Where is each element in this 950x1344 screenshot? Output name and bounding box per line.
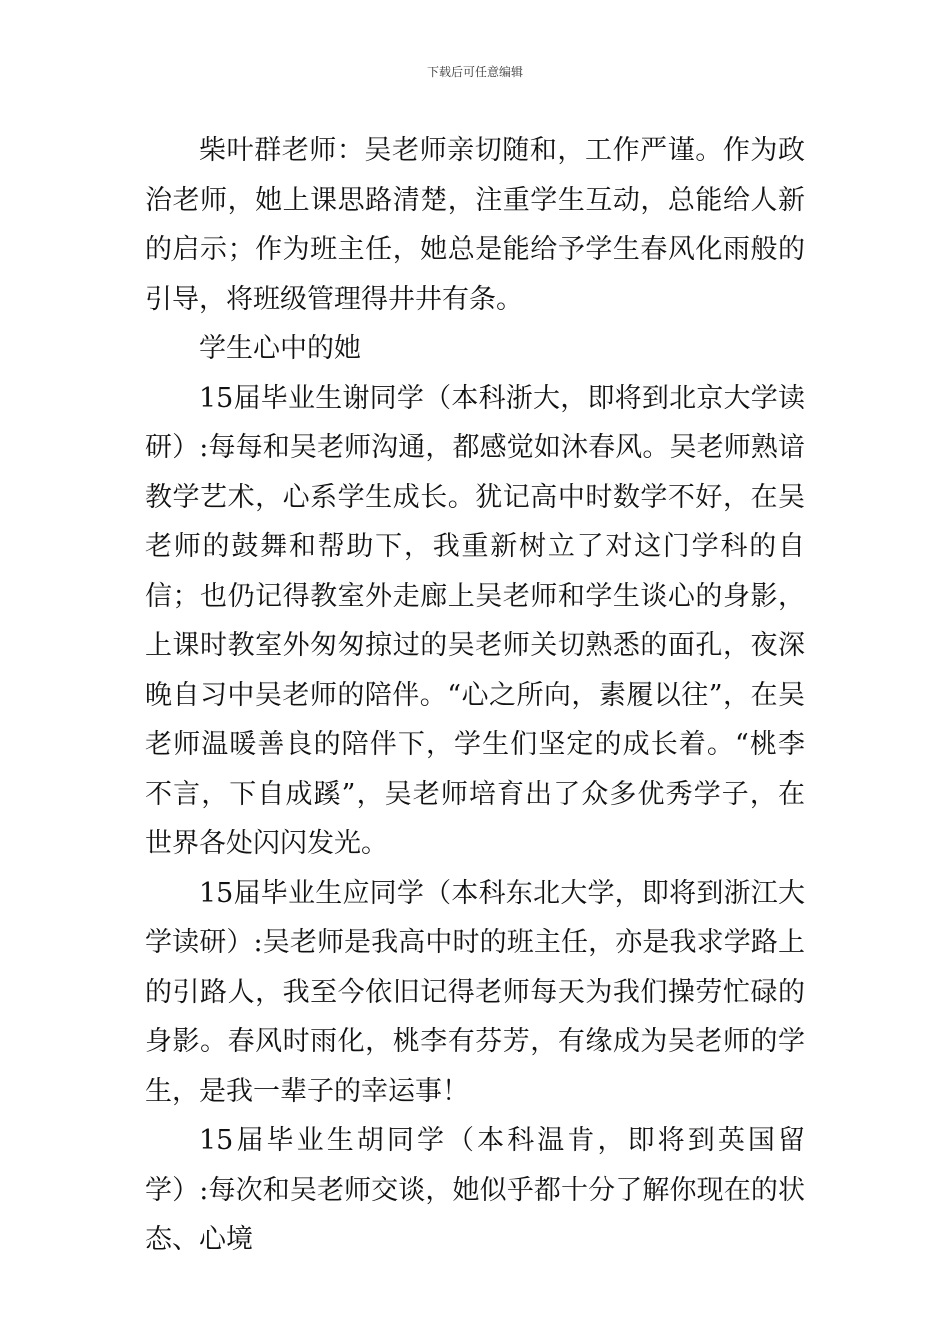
- paragraph-teacher-comment: 柴叶群老师：吴老师亲切随和，工作严谨。作为政治老师，她上课思路清楚，注重学生互动，总能给人新的启示；作为班主任，她总是能给予学生春风化雨般的引导，将班级管理得井井有条。: [145, 135, 805, 315]
- section-heading: 学生心中的她: [199, 333, 361, 364]
- paragraph-student-xie: 15届毕业生谢同学（本科浙大，即将到北京大学读研）:每每和吴老师沟通，都感觉如沐春风。吴老师熟谙教学艺术，心系学生成长。犹记高中时数学不好，在吴老师的鼓舞和帮助下，我重新树立了对这门学科的自信；也仍记得教室外走廊上吴老师和学生谈心的身影，上课时教室外匆匆掠过的吴老师关切熟悉的面孔，夜深晚自习中吴老师的陪伴。“心之所向，素履以往”，在吴老师温暖善良的陪伴下，学生们坚定的成长着。“桃李不言，下自成蹊”，吴老师培育出了众多优秀学子，在世界各处闪闪发光。: [145, 382, 805, 859]
- document-body: [145, 126, 805, 1265]
- page-header: 下载后可任意编辑: [426, 65, 523, 79]
- paragraph-student-ying: 15届毕业生应同学（本科东北大学，即将到浙江大学读研）:吴老师是我高中时的班主任，亦是我求学路上的引路人，我至今依旧记得老师每天为我们操劳忙碌的身影。春风时雨化，桃李有芬芳，有缘成为吴老师的学生，是我一辈子的幸运事！: [145, 877, 805, 1107]
- paragraph-student-hu: 15届毕业生胡同学（本科温肯，即将到英国留学）:每次和吴老师交谈，她似乎都十分了解你现在的状态、心境: [145, 1125, 805, 1255]
